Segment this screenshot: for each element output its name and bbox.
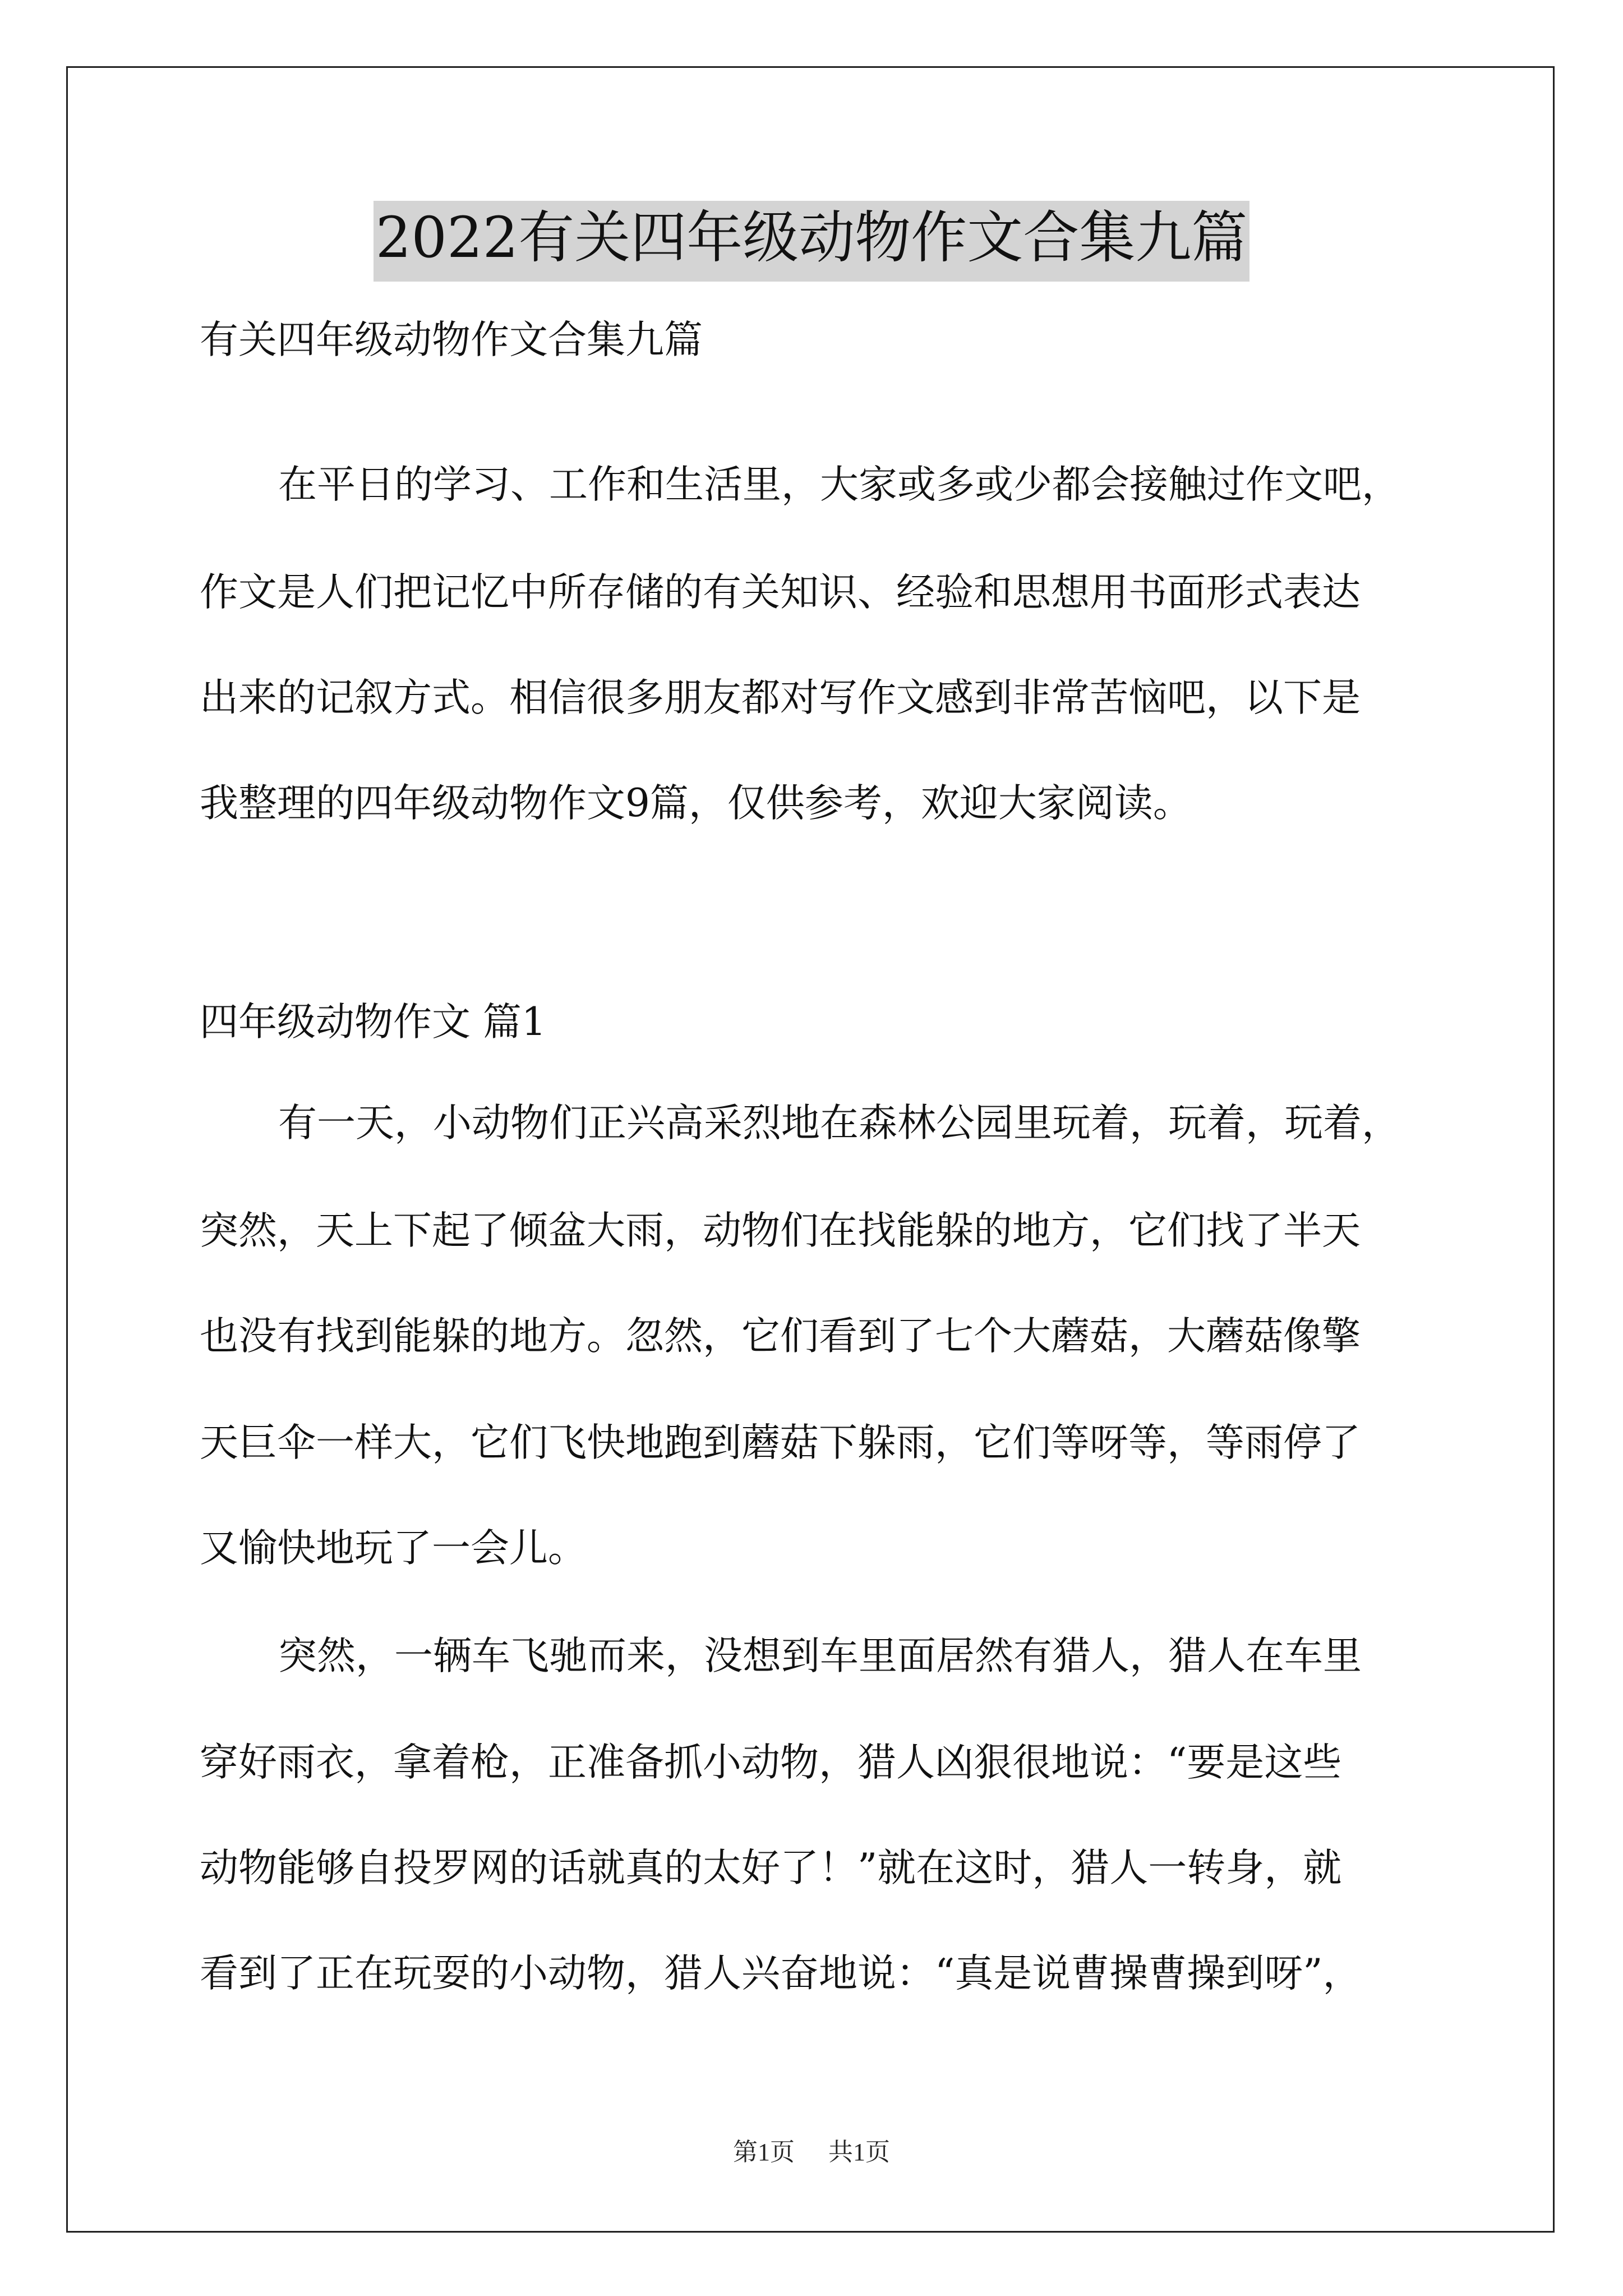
page-number: 第1页 (733, 2138, 795, 2166)
page-total: 共1页 (828, 2138, 890, 2166)
page-footer (0, 2132, 1623, 2168)
page-border (66, 66, 1555, 2233)
paragraph-line: 又愉快地玩了一会儿。 (200, 1526, 587, 1571)
paragraph-line: 穿好雨衣，拿着枪，正准备抓小动物，猎人凶狠很地说：“要是这些 (200, 1740, 1342, 1785)
paragraph-line: 突然，一辆车飞驰而来，没想到车里面居然有猎人，猎人在车里 (278, 1634, 1362, 1678)
intro-line: 出来的记叙方式。相信很多朋友都对写作文感到非常苦恼吧，以下是 (200, 675, 1361, 720)
paragraph-line: 突然，天上下起了倾盆大雨，动物们在找能躲的地方，它们找了半天 (200, 1208, 1361, 1253)
paragraph-line: 天巨伞一样大，它们飞快地跑到蘑菇下躲雨，它们等呀等，等雨停了 (200, 1420, 1361, 1465)
paragraph-line: 动物能够自投罗网的话就真的太好了！”就在这时，猎人一转身，就 (200, 1846, 1342, 1890)
document-subtitle: 有关四年级动物作文合集九篇 (200, 318, 703, 362)
document-title (0, 201, 1623, 282)
intro-line: 作文是人们把记忆中所存储的有关知识、经验和思想用书面形式表达 (200, 570, 1361, 615)
intro-line: 我整理的四年级动物作文9篇，仅供参考，欢迎大家阅读。 (200, 781, 1192, 826)
paragraph-line: 也没有找到能躲的地方。忽然，它们看到了七个大蘑菇，大蘑菇像擎 (200, 1314, 1361, 1359)
section-heading: 四年级动物作文 篇1 (200, 1000, 546, 1045)
intro-line: 在平日的学习、工作和生活里，大家或多或少都会接触过作文吧， (278, 462, 1400, 507)
paragraph-line: 有一天，小动物们正兴高采烈地在森林公园里玩着，玩着，玩着， (278, 1101, 1400, 1145)
paragraph-line: 看到了正在玩耍的小动物，猎人兴奋地说：“真是说曹操曹操到呀”， (200, 1951, 1362, 1996)
document-title-text: 2022有关四年级动物作文合集九篇 (374, 201, 1250, 282)
